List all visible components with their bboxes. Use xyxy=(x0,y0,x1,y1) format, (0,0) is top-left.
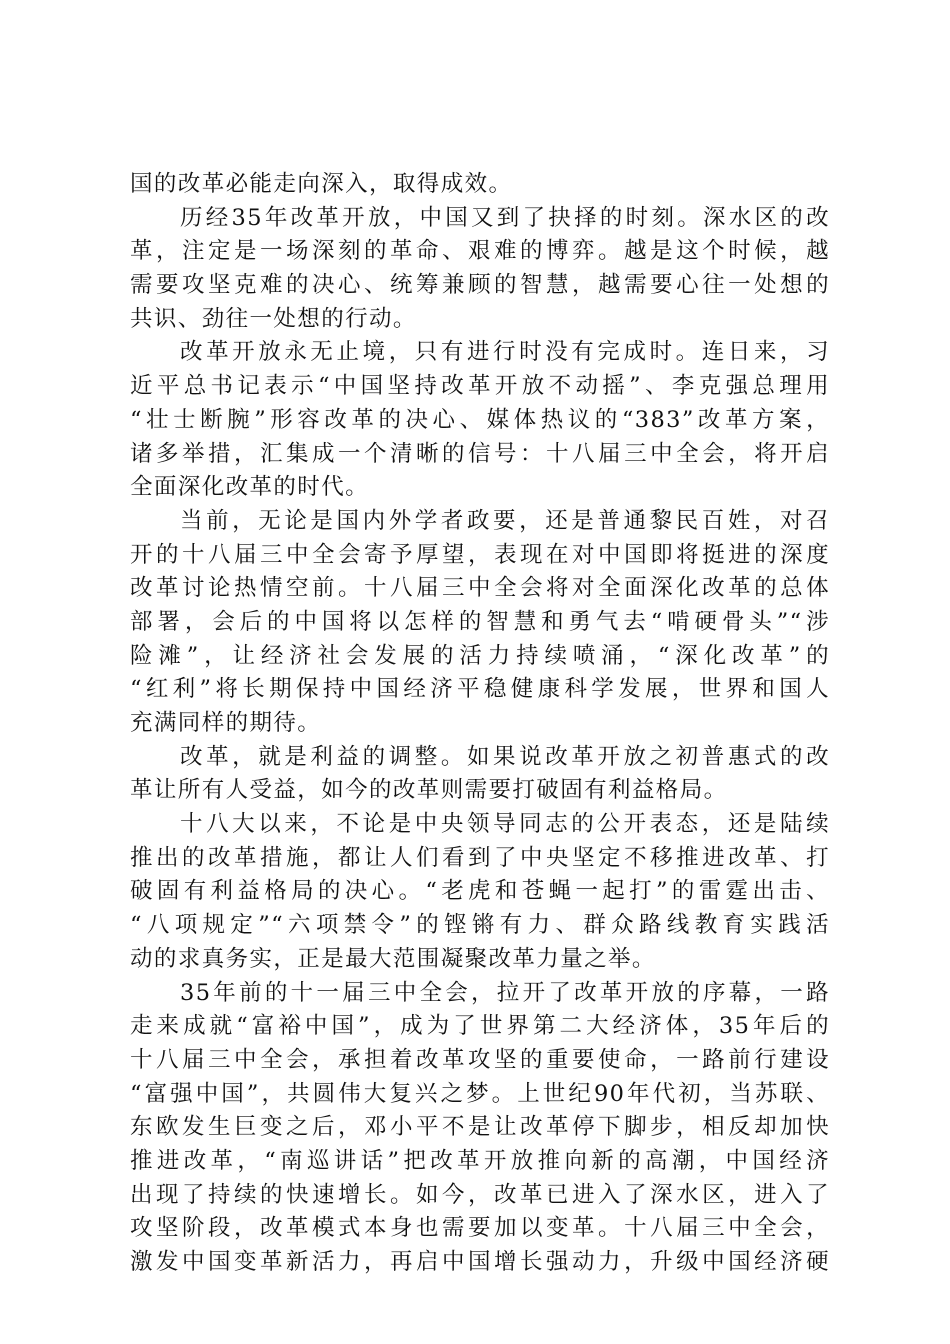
paragraph-line: 共识、劲往一处想的行动。 xyxy=(130,305,417,332)
paragraph-line: 破固有利益格局的决心。“老虎和苍蝇一起打”的雷霆出击、 xyxy=(130,878,830,905)
paragraph xyxy=(130,336,830,504)
paragraph-line: 全面深化改革的时代。 xyxy=(130,474,370,501)
paragraph-line: 开的十八届三中全会寄予厚望，表现在对中国即将挺进的深度 xyxy=(130,541,830,568)
document-body xyxy=(130,168,830,1280)
paragraph-line: 走来成就“富裕中国”，成为了世界第二大经济体，35年后的 xyxy=(130,1013,830,1040)
paragraph-line: 35年前的十一届三中全会，拉开了改革开放的序幕，一路 xyxy=(180,979,830,1006)
paragraph-line: 十八届三中全会，承担着改革攻坚的重要使命，一路前行建设 xyxy=(130,1046,830,1073)
paragraph xyxy=(130,505,830,741)
paragraph-line: 改革，就是利益的调整。如果说改革开放之初普惠式的改 xyxy=(180,743,830,770)
paragraph-line: 国的改革必能走向深入，取得成效。 xyxy=(130,171,513,197)
paragraph-line: 部署，会后的中国将以怎样的智慧和勇气去“啃硬骨头”“涉 xyxy=(130,608,830,635)
paragraph-line: “富强中国”，共圆伟大复兴之梦。上世纪90年代初，当苏联、 xyxy=(130,1080,830,1107)
paragraph-line: 历经35年改革开放，中国又到了抉择的时刻。深水区的改 xyxy=(180,204,830,231)
paragraph-line: 激发中国变革新活力，再启中国增长强动力，升级中国经济硬 xyxy=(130,1249,830,1275)
paragraph-line: 推出的改革措施，都让人们看到了中央坚定不移推进改革、打 xyxy=(130,844,830,871)
paragraph-line: 充满同样的期待。 xyxy=(130,710,322,736)
paragraph-line: “八项规定”“六项禁令”的铿锵有力、群众路线教育实践活 xyxy=(130,912,830,939)
paragraph-line: 当前，无论是国内外学者政要，还是普通黎民百姓，对召 xyxy=(180,507,830,534)
paragraph-line: 需要攻坚克难的决心、统筹兼顾的智慧，越需要心往一处想的 xyxy=(130,272,830,299)
paragraph-line: 险滩”，让经济社会发展的活力持续喷涌，“深化改革”的 xyxy=(130,642,830,669)
paragraph xyxy=(130,168,830,202)
paragraph-line: 诸多举措，汇集成一个清晰的信号：十八届三中全会，将开启 xyxy=(130,440,830,467)
paragraph-line: 十八大以来，不论是中央领导同志的公开表态，还是陆续 xyxy=(180,811,830,838)
paragraph-line: 推进改革，“南巡讲话”把改革开放推向新的高潮，中国经济 xyxy=(130,1147,830,1174)
paragraph-line: 革，注定是一场深刻的革命、艰难的博弈。越是这个时候，越 xyxy=(130,238,830,265)
paragraph xyxy=(130,202,830,337)
paragraph xyxy=(130,741,830,808)
paragraph-line: 东欧发生巨变之后，邓小平不是让改革停下脚步，相反却加快 xyxy=(130,1114,830,1141)
paragraph-line: 革让所有人受益，如今的改革则需要打破固有利益格局。 xyxy=(130,777,728,804)
paragraph-line: “壮士断腕”形容改革的决心、媒体热议的“383”改革方案， xyxy=(130,406,830,433)
paragraph-line: 出现了持续的快速增长。如今，改革已进入了深水区，进入了 xyxy=(130,1181,830,1208)
paragraph-line: 动的求真务实，正是最大范围凝聚改革力量之举。 xyxy=(130,945,656,972)
paragraph-line: 改革开放永无止境，只有进行时没有完成时。连日来，习 xyxy=(180,339,830,366)
paragraph xyxy=(130,977,830,1280)
paragraph-line: 改革讨论热情空前。十八届三中全会将对全面深化改革的总体 xyxy=(130,575,830,602)
paragraph-line: 近平总书记表示“中国坚持改革开放不动摇”、李克强总理用 xyxy=(130,373,830,400)
paragraph-line: 攻坚阶段，改革模式本身也需要加以变革。十八届三中全会， xyxy=(130,1215,830,1242)
paragraph xyxy=(130,808,830,976)
paragraph-line: “红利”将长期保持中国经济平稳健康科学发展，世界和国人 xyxy=(130,676,830,703)
